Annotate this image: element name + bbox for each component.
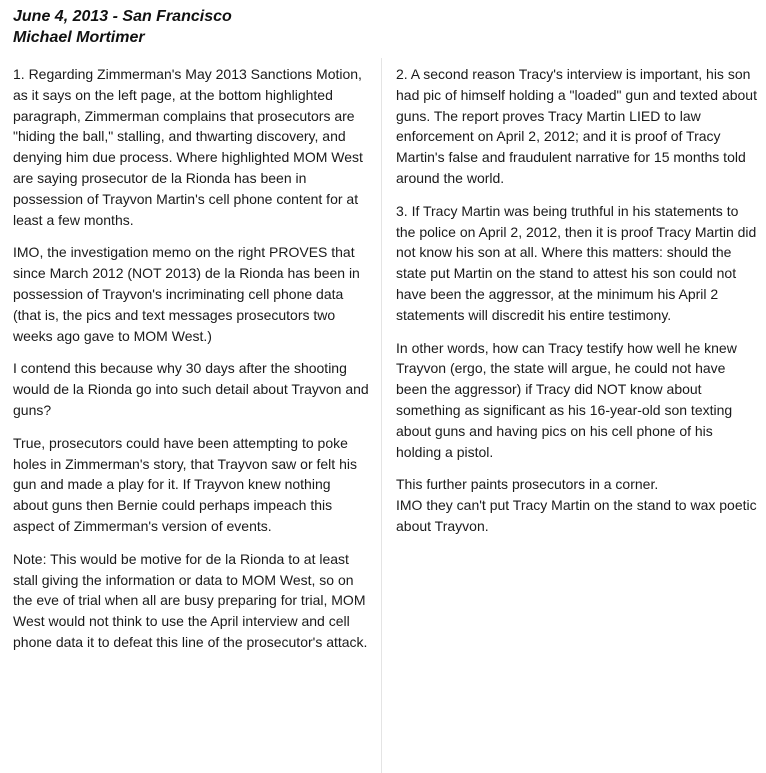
- paragraph: In other words, how can Tracy testify how well he knew Trayvon (ergo, the state will argue, he could not have been the aggressor) if Tracy did NOT know about something as significant as his 16-year-old son texting about guns and having pics on his cell phone of his holding a pistol.: [396, 339, 737, 460]
- paragraph: 1. Regarding Zimmerman's May 2013 Sanctions Motion, as it says on the left page, at the bottom highlighted paragraph, Zimmerman complains that prosecutors are "hiding the ball," stalling, and thwarting discovery, and denying him due process. Where highlighted MOM West are saying prosecutor de la Rionda has been in possession of Trayvon Martin's cell phone content for at least a few months.: [13, 66, 363, 228]
- paragraph: 2. A second reason Tracy's interview is important, his son had pic of himself holding a "loaded" gun and texted about guns. The report proves Tracy Martin LIED to law enforcement on April 2, 2012; and it is proof of Tracy Martin's false and fraudulent narrative for 15 months told around the world.: [396, 66, 757, 186]
- right-column: [396, 64, 758, 549]
- left-column: [13, 64, 369, 665]
- paragraph: IMO, the investigation memo on the right PROVES that since March 2012 (NOT 2013) de la Rionda has been in possession of Trayvon's incriminating cell phone data (that is, the pics and text messages prosecutors two weeks ago gave to MOM West.): [13, 244, 360, 344]
- paragraph-final: [396, 474, 758, 536]
- date-location: June 4, 2013 - San Francisco: [13, 8, 232, 25]
- paragraph: Note: This would be motive for de la Rionda to at least stall giving the information or data to MOM West, so on the eve of trial when all are busy preparing for trial, MOM West would not think to use the April interview and cell phone data it to defeat this line of the prosecutor's attack.: [13, 550, 368, 650]
- document-header: [13, 6, 232, 48]
- paragraph-final-line1: This further paints prosecutors in a corner.: [396, 476, 659, 493]
- paragraph-final-line2: IMO they can't put Tracy Martin on the stand to wax poetic about Trayvon.: [396, 497, 757, 534]
- paragraph: True, prosecutors could have been attempting to poke holes in Zimmerman's story, that Trayvon saw or felt his gun and made a play for it. If Trayvon knew nothing about guns then Bernie could perhaps impeach this aspect of Zimmerman's version of events.: [13, 434, 357, 534]
- paragraph: I contend this because why 30 days after the shooting would de la Rionda go into such detail about Trayvon and guns?: [13, 360, 369, 418]
- author-name: Michael Mortimer: [13, 29, 145, 46]
- paragraph: 3. If Tracy Martin was being truthful in his statements to the police on April 2, 2012, then it is proof Tracy Martin did not know his son at all. Where this matters: should the state put Martin on the stand to attest his son could not have been the aggressor, at the minimum his April 2 statements will discredit his entire testimony.: [396, 202, 757, 323]
- column-divider: [381, 58, 382, 773]
